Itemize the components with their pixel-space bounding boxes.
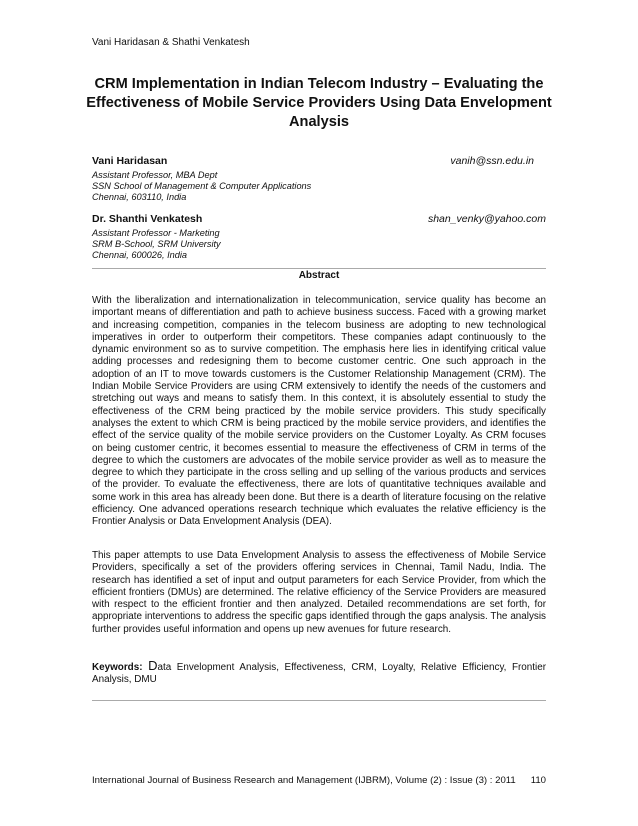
abstract-paragraph: This paper attempts to use Data Envelopment Analysis to assess the effectiveness of Mobile Service Providers, specifically a set of the providers offering services in Chennai, Tamil Nadu, India. The research has identified a set of input and output parameters for each Service Provider, from which the efficient frontiers (DMUs) are determined. The relative efficiency of the Service Providers are measured with respect to the efficient frontier and then analyzed. Detailed recommendations are set forth, for appropriate interventions to address the specific gaps identified through the gaps analysis. The analysis further provides useful information and opens up new avenues for future research. xyxy=(92,550,546,635)
affiliation-line: Chennai, 603110, India xyxy=(92,192,187,203)
affiliation-line: SRM B-School, SRM University xyxy=(92,239,221,250)
affiliation-line: Assistant Professor, MBA Dept xyxy=(92,170,218,180)
page-number: 110 xyxy=(530,775,546,786)
journal-citation: International Journal of Business Research and Management (IJBRM), Volume (2) : Issue (3) : 2011 xyxy=(92,775,516,786)
abstract-paragraph: With the liberalization and internationalization in telecommunication, service quality has become an important means of differentiation and path to achieve business success. Faced with a growing market and increasing competition, companies in the telecom business are adopting to new technological imperatives in order to outperform their competitors. These companies adapt continuously to the dynamic environment so as to survive competition. The emphasis here lies in identifying critical value adding processes and redesigning them to become customer centric. One such approach in the adoption of an IT to move towards customers is the Customer Relationship Management (CRM). The Indian Mobile Service Providers are using CRM extensively to identify the needs of the customers and stretching out ways and means to satisfy them. In this context, it is absolutely essential to study the effectiveness of the CRM being practiced by the mobile service providers. This study specifically analyses the extent to which CRM is being practiced by the mobile service providers, and identifies the effect of the service quality of the mobile service providers on the Customer Loyalty. As CRM focuses on being customer centric, it becomes essential to measure the effectiveness of CRM in terms of the degree to which the customers are advocates of the mobile service provider as well as to measure the degree to which they participate in the cross selling and up selling of the various products and services of the provider. To evaluate the effectiveness, there are lots of quantitative techniques available and some work in this area has already been done. But there is a dearth of literature focusing on the relative efficiency. One advanced operations research technique which evaluates the relative efficiency is the Frontier Analysis or Data Envelopment Analysis (DEA). xyxy=(92,295,546,528)
author-block xyxy=(92,213,546,262)
keywords-label: Keywords: xyxy=(92,662,143,673)
affiliation-line: Chennai, 600026, India xyxy=(92,250,188,261)
paper-title: CRM Implementation in Indian Telecom Industry – Evaluating the Effectiveness of Mobile Service Providers Using Data Envelopment Analysis xyxy=(86,76,552,130)
author-name: Dr. Shanthi Venkatesh xyxy=(92,213,203,225)
keywords-text: ata Envelopment Analysis, Effectiveness, CRM, Loyalty, Relative Efficiency, Frontier Analysis, DMU xyxy=(92,662,546,686)
divider xyxy=(92,268,546,269)
author-name: Vani Haridasan xyxy=(92,155,168,167)
keywords xyxy=(92,660,546,687)
author-email[interactable]: shan_venky@yahoo.com xyxy=(427,213,546,225)
author-block xyxy=(92,155,546,204)
divider xyxy=(92,700,546,701)
affiliation-line: SSN School of Management & Computer Applications xyxy=(92,181,312,192)
running-head: Vani Haridasan & Shathi Venkatesh xyxy=(92,37,250,48)
keywords-first-letter: D xyxy=(148,658,158,673)
abstract-heading: Abstract xyxy=(298,270,340,281)
affiliation-line: Assistant Professor - Marketing xyxy=(92,228,220,238)
author-email[interactable]: vanih@ssn.edu.in xyxy=(450,155,534,167)
